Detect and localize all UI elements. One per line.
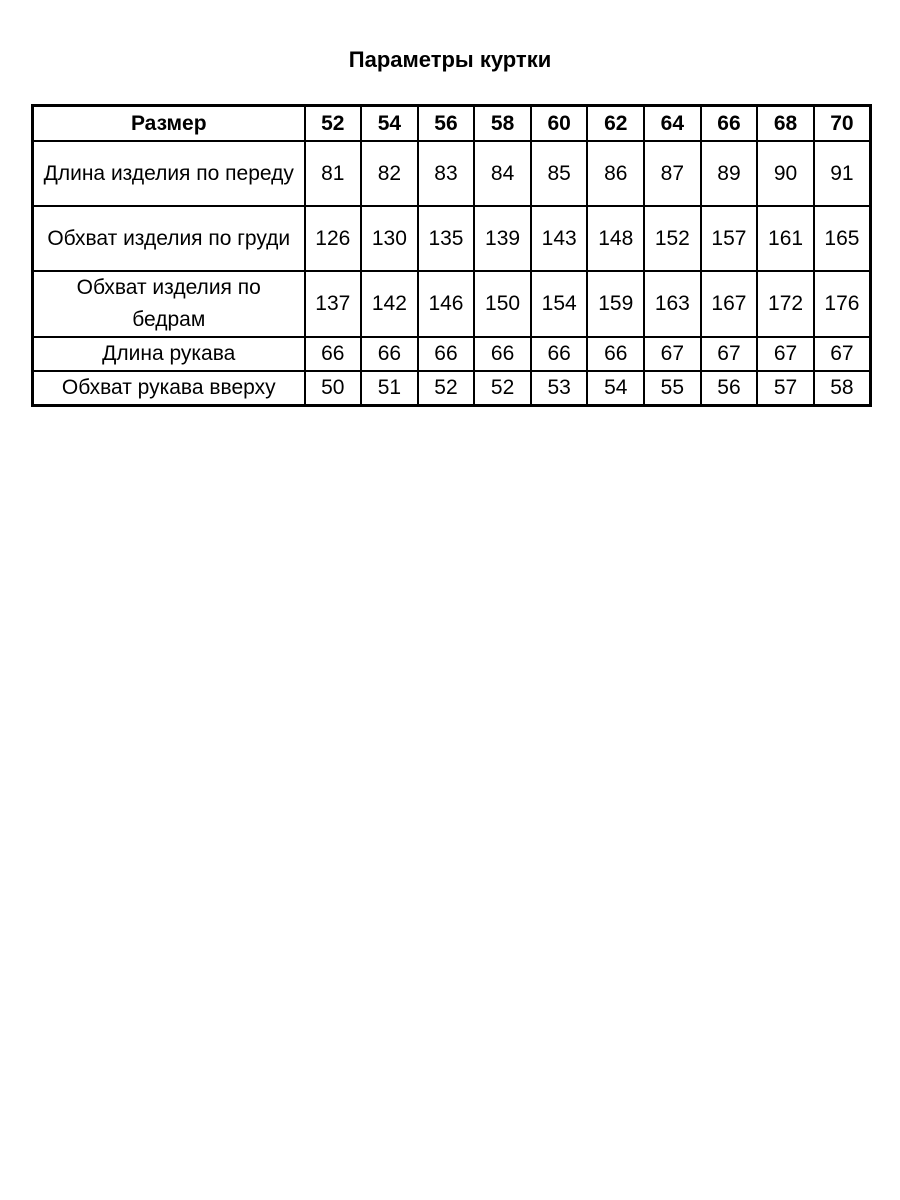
size-header-cell: 52: [305, 106, 362, 142]
table-row-length-front: [33, 141, 871, 206]
value-cell: 159: [587, 271, 644, 337]
value-cell: 53: [531, 371, 588, 406]
value-cell: 161: [757, 206, 814, 271]
value-cell: 85: [531, 141, 588, 206]
value-cell: 150: [474, 271, 531, 337]
value-cell: 52: [474, 371, 531, 406]
value-cell: 163: [644, 271, 701, 337]
size-table: [31, 104, 872, 407]
value-cell: 67: [814, 337, 871, 371]
value-cell: 58: [814, 371, 871, 406]
value-cell: 66: [418, 337, 475, 371]
value-cell: 89: [701, 141, 758, 206]
value-cell: 167: [701, 271, 758, 337]
size-header-cell: 64: [644, 106, 701, 142]
value-cell: 67: [644, 337, 701, 371]
table-row-chest: [33, 206, 871, 271]
size-header-cell: 58: [474, 106, 531, 142]
size-header-cell: 68: [757, 106, 814, 142]
table-header-row: [33, 106, 871, 142]
param-label: Длина изделия по переду: [33, 141, 305, 206]
value-cell: 50: [305, 371, 362, 406]
header-size-label: Размер: [33, 106, 305, 142]
param-label: Обхват рукава вверху: [33, 371, 305, 406]
value-cell: 176: [814, 271, 871, 337]
value-cell: 54: [587, 371, 644, 406]
value-cell: 91: [814, 141, 871, 206]
size-header-cell: 60: [531, 106, 588, 142]
param-label: Обхват изделия по бедрам: [33, 271, 305, 337]
value-cell: 157: [701, 206, 758, 271]
param-label: Длина рукава: [33, 337, 305, 371]
value-cell: 81: [305, 141, 362, 206]
value-cell: 86: [587, 141, 644, 206]
value-cell: 66: [305, 337, 362, 371]
page-title: Параметры куртки: [348, 47, 552, 72]
value-cell: 90: [757, 141, 814, 206]
table-row-sleeve-girth: [33, 371, 871, 406]
value-cell: 146: [418, 271, 475, 337]
value-cell: 137: [305, 271, 362, 337]
value-cell: 152: [644, 206, 701, 271]
size-header-cell: 62: [587, 106, 644, 142]
value-cell: 148: [587, 206, 644, 271]
value-cell: 66: [531, 337, 588, 371]
value-cell: 172: [757, 271, 814, 337]
value-cell: 67: [701, 337, 758, 371]
value-cell: 67: [757, 337, 814, 371]
size-header-cell: 70: [814, 106, 871, 142]
value-cell: 165: [814, 206, 871, 271]
value-cell: 66: [474, 337, 531, 371]
value-cell: 51: [361, 371, 418, 406]
value-cell: 66: [587, 337, 644, 371]
value-cell: 82: [361, 141, 418, 206]
value-cell: 126: [305, 206, 362, 271]
value-cell: 135: [418, 206, 475, 271]
table-row-hips: [33, 271, 871, 337]
size-header-cell: 54: [361, 106, 418, 142]
value-cell: 52: [418, 371, 475, 406]
value-cell: 87: [644, 141, 701, 206]
value-cell: 66: [361, 337, 418, 371]
value-cell: 83: [418, 141, 475, 206]
value-cell: 142: [361, 271, 418, 337]
value-cell: 55: [644, 371, 701, 406]
value-cell: 84: [474, 141, 531, 206]
param-label: Обхват изделия по груди: [33, 206, 305, 271]
value-cell: 143: [531, 206, 588, 271]
value-cell: 57: [757, 371, 814, 406]
value-cell: 139: [474, 206, 531, 271]
value-cell: 130: [361, 206, 418, 271]
size-header-cell: 56: [418, 106, 475, 142]
value-cell: 154: [531, 271, 588, 337]
table-row-sleeve-length: [33, 337, 871, 371]
size-header-cell: 66: [701, 106, 758, 142]
value-cell: 56: [701, 371, 758, 406]
